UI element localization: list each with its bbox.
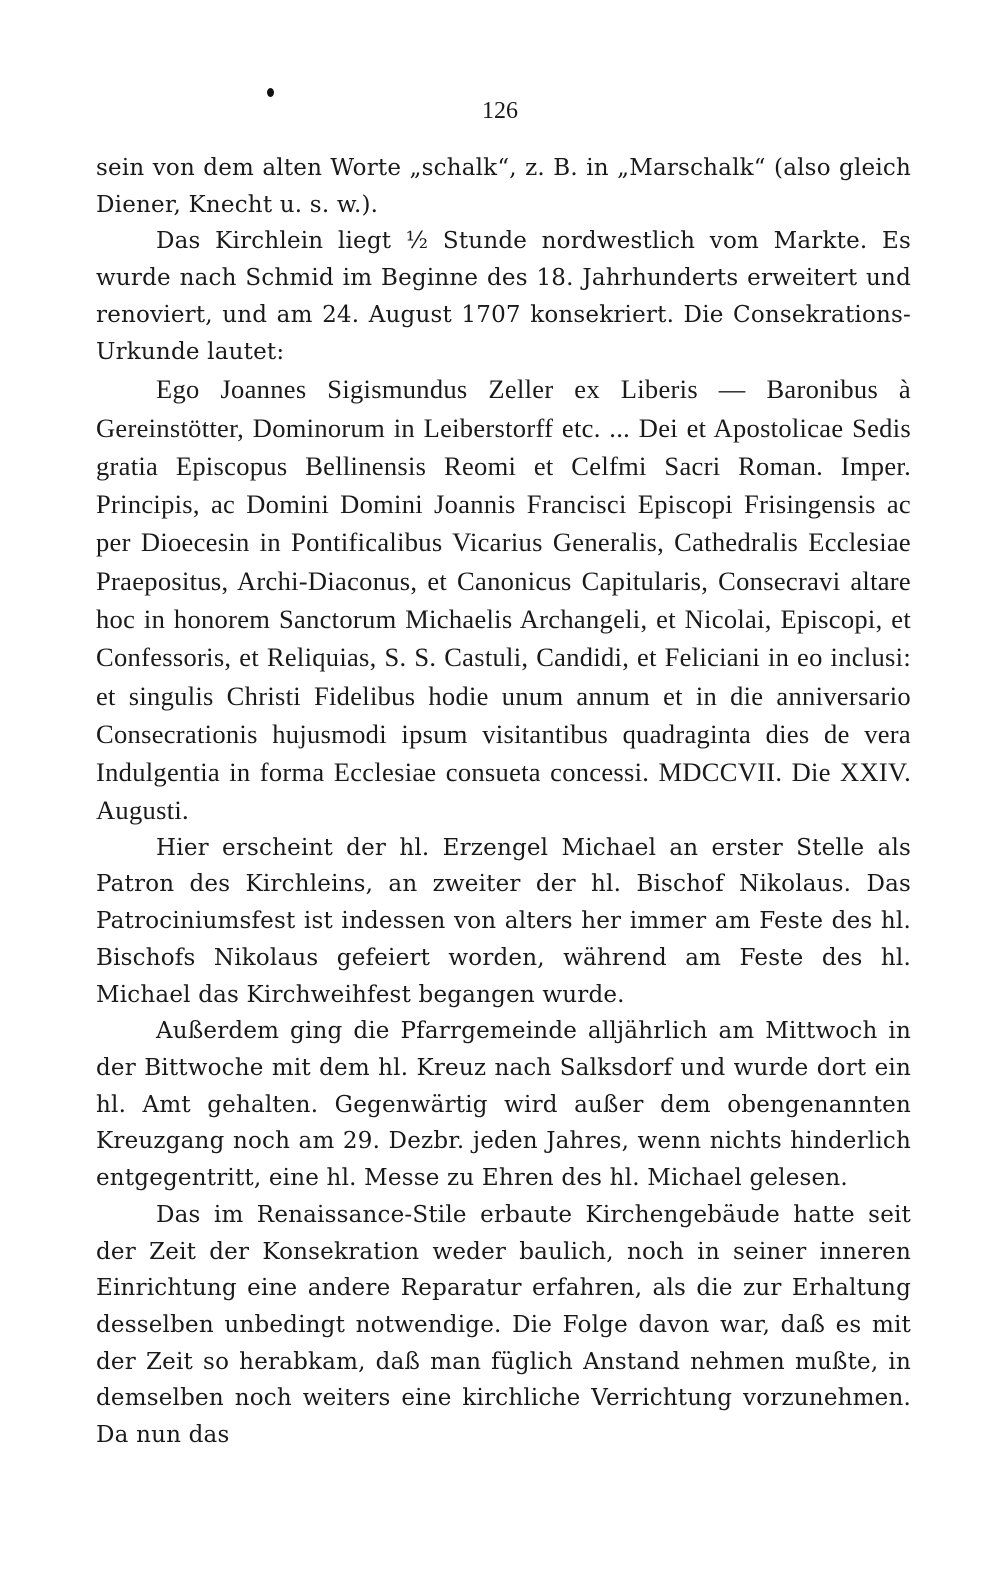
paragraph-latin-consecration-document: Ego Joannes Sigismundus Zeller ex Liberis — Baronibus à Gereinstötter, Dominorum in Leiberstorff etc. ... Dei et Apostolicae Sedis gratia Episcopus Bellinensis Reomi et Celfmi Sacri Roman. Imper. Principis, ac Domini Domini Joannis Francisci Episcopi Frisingensis ac per Dioecesin in Pontificalibus Vicarius Generalis, Cathedralis Ecclesiae Praepositus, Archi-Diaconus, et Canonicus Capitularis, Consecravi altare hoc in honorem Sanctorum Michaelis Archangeli, et Nicolai, Episcopi, et Confessoris, et Reliquias, S. S. Castuli, Candidi, et Feliciani in eo inclusi: et singulis Christi Fidelibus hodie unum annum et in die anniversario Consecrationis hujusmodi ipsum visitantibus quadraginta dies de vera Indulgentia in forma Ecclesiae consueta concessi. MDCCVII. Die XXIV. Augusti. xyxy=(96,374,911,826)
body-text xyxy=(96,150,911,1454)
paragraph-continuation: sein von dem alten Worte „schalk“, z. B. in „Marschalk“ (also gleich Diener, Knecht u. s. w.). xyxy=(96,155,911,218)
paragraph-building-condition: Das im Renaissance-Stile erbaute Kirchengebäude hatte seit der Zeit der Konsekration weder baulich, noch in seiner inneren Einrichtung eine andere Reparatur erfahren, als die zur Erhaltung desselben unbedingt notwendige. Die Folge davon war, daß es mit der Zeit so herabkam, daß man füglich Anstand nehmen mußte, in demselben noch weiters eine kirchliche Verrichtung vorzunehmen. Da nun das xyxy=(96,1201,911,1449)
page-number: 126 xyxy=(482,98,518,124)
paragraph-processions: Außerdem ging die Pfarrgemeinde alljährlich am Mittwoch in der Bittwoche mit dem hl. Kreuz nach Salksdorf und wurde dort ein hl. Amt gehalten. Gegenwärtig wird außer dem obengenannten Kreuzgang noch am 29. Dezbr. jeden Jahres, wenn nichts hinderlich entgegentritt, eine hl. Messe zu Ehren des hl. Michael gelesen. xyxy=(96,1018,911,1192)
paragraph-patrons: Hier erscheint der hl. Erzengel Michael an erster Stelle als Patron des Kirchleins, an zweiter der hl. Bischof Nikolaus. Das Patrociniumsfest ist indessen von alters her immer am Feste des hl. Bischofs Nikolaus gefeiert worden, während am Feste des hl. Michael das Kirchweihfest begangen wurde. xyxy=(96,834,911,1008)
ink-speck xyxy=(267,88,274,97)
paragraph-church-description: Das Kirchlein liegt ½ Stunde nordwestlich vom Markte. Es wurde nach Schmid im Beginne des 18. Jahrhunderts erweitert und renoviert, und am 24. August 1707 konsekriert. Die Consekrations-Urkunde lautet: xyxy=(96,228,911,365)
